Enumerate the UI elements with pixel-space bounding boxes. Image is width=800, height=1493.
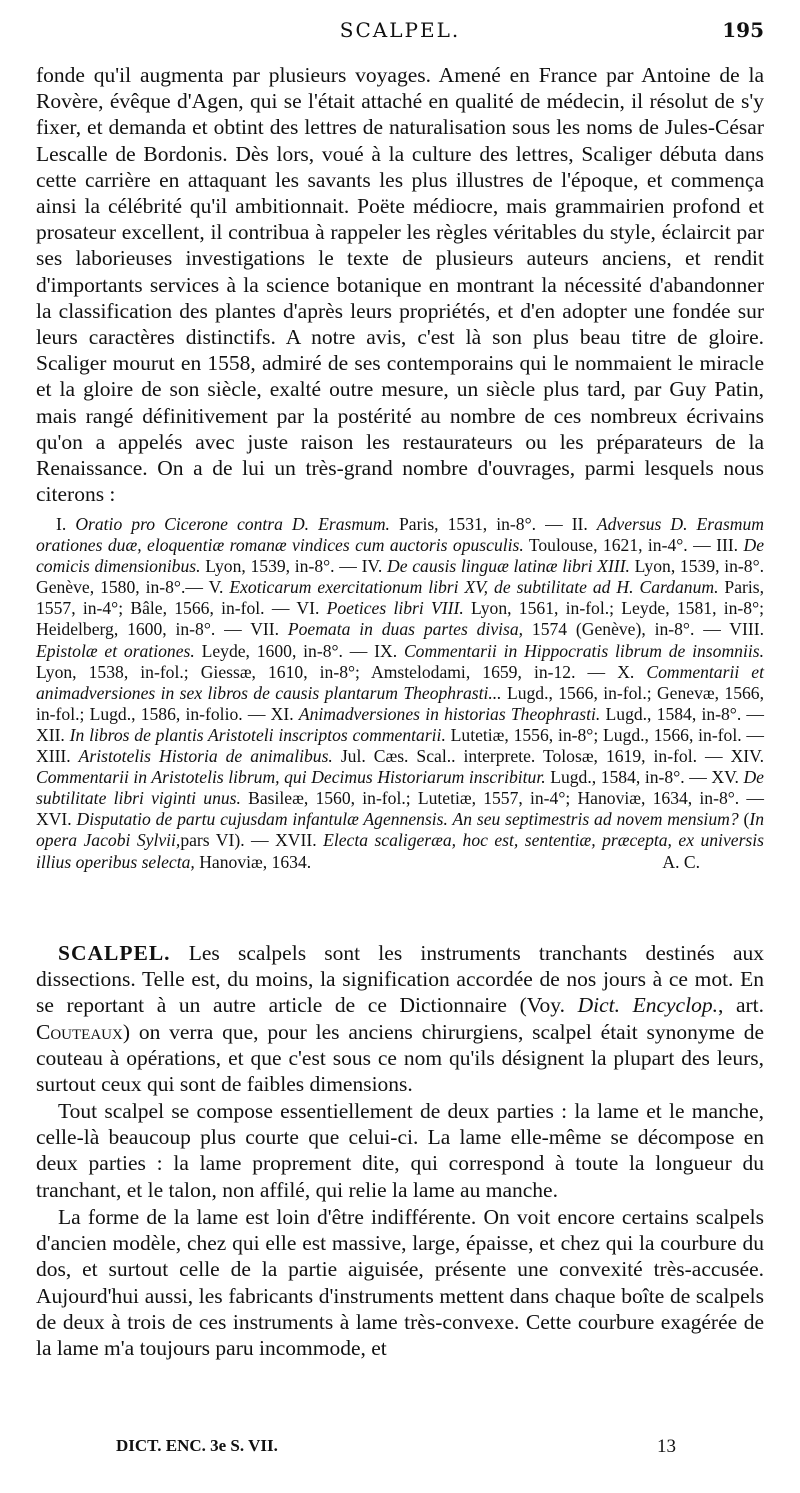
bibliography-item-imprint: ( bbox=[738, 809, 750, 830]
scalpel-entry-paragraph-1 bbox=[36, 940, 764, 1097]
bibliography-item-imprint: Paris, 1531, in-8°. — bbox=[389, 514, 572, 534]
bibliography-item-imprint: Leyde, 1600, in-8°. — bbox=[194, 640, 375, 661]
bibliography-item-number: VII. bbox=[250, 619, 288, 640]
bibliography-item-number: II. bbox=[571, 514, 597, 534]
bibliography-item-imprint: Lugd., 1584, in-8°. — bbox=[545, 767, 712, 788]
bibliography-item-number: VIII. bbox=[729, 619, 764, 640]
bibliography-item-number: IX. bbox=[374, 640, 404, 661]
entry-article-ref: Couteaux bbox=[36, 1019, 123, 1044]
bibliography-item-title: De causis linguæ latinæ libri XIII. bbox=[386, 556, 630, 577]
bibliography-item-number: VI. bbox=[296, 598, 327, 619]
bibliography-item-title: Exoticarum exercitationum libri XV, de subtilitate ad H. Cardanum. bbox=[229, 577, 719, 598]
footer-signature: DICT. ENC. 3e S. VII. bbox=[116, 1436, 278, 1455]
page-number: 195 bbox=[722, 18, 764, 42]
bibliography-item-title: Commentarii et animadversiones in sex libros de causis plantarum Theophrasti... bbox=[36, 661, 764, 703]
bibliography-item-imprint: Hanoviæ, 1634. bbox=[194, 851, 312, 872]
bibliography-item-title: Commentarii in Hippocratis librum de insomniis. bbox=[403, 640, 764, 661]
bibliography-item-title: Oratio pro Cicerone contra D. Erasmum. bbox=[75, 514, 390, 534]
running-title: SCALPEL. bbox=[339, 18, 461, 42]
bibliography-item-title: In opera Jacobi Sylvii, bbox=[36, 809, 764, 851]
bibliography-item-imprint: Lyon, 1561, in-fol.; Leyde, 1581, in-8°; Heidelberg, 1600, in-8°. — bbox=[36, 598, 764, 640]
bibliography-item-number: I. bbox=[56, 514, 76, 534]
bibliography-item-title: De comicis dimensionibus. bbox=[36, 535, 765, 577]
bibliography-item-title: Disputatio de partu cujusdam infantulæ Agennensis. An seu septimestris ad novem mensium? bbox=[76, 809, 739, 830]
footer-sheet-number: 13 bbox=[657, 1436, 676, 1457]
scalpel-entry-paragraph-2: Tout scalpel se compose essentiellement de deux parties : la lame et le manche, celle-là beaucoup plus courte que celui-ci. La lame elle-même se décompose en deux parties : la lame proprement dite, qui correspond à toute la longueur du tranchant, et le talon, non affilé, qui relie la lame au manche. bbox=[36, 1099, 764, 1202]
biography-paragraph: fonde qu'il augmenta par plusieurs voyages. Amené en France par Antoine de la Rovère, évêque d'Agen, qui se l'était attaché en qualité de médecin, il résolut de s'y fixer, et demanda et obtint des lettres de naturalisation sous les noms de Jules-César Lescalle de Bordonis. Dès lors, voué à la culture des lettres, Scaliger débuta dans cette carrière en attaquant les savants les plus illustres de l'époque, et commença ainsi la célébrité qu'il ambitionnait. Poëte médiocre, mais grammairien profond et prosateur excellent, il contribua à rappeler les règles véritables du style, éclaircit par ses laborieuses investigations le texte de plusieurs auteurs anciens, et rendit d'importants services à la science botanique en montrant la nécessité d'abandonner la classification des plantes d'après leurs propriétés, et d'en adopter une fondée sur leurs caractères distinctifs. A notre avis, c'est là son plus beau titre de gloire. Scaliger mourut en 1558, admiré de ses contemporains qui le nommaient le miracle et la gloire de son siècle, exalté outre mesure, un siècle plus tard, par Guy Patin, mais rangé définitivement par la postérité au nombre de ces nombreux écrivains qu'on a appelés avec juste raison les restaurateurs ou les préparateurs de la Renaissance. On a de lui un très-grand nombre d'ouvrages, parmi lesquels nous citerons : bbox=[36, 63, 764, 507]
bibliography-item-imprint: Lyon, 1539, in-8°. Genève, 1580, in-8°.— bbox=[36, 556, 765, 598]
bibliography-item-imprint: Basileæ, 1560, in-fol.; Lutetiæ, 1557, in-4°; Hanoviæ, 1634, in-8°. — bbox=[240, 788, 764, 809]
bibliography-item-title: De subtilitate libri viginti unus. bbox=[36, 767, 764, 809]
bibliography-item-number: XII. bbox=[36, 724, 70, 745]
bibliography-item-imprint: Lugd., 1566, in-fol.; Genevæ, 1566, in-fol.; Lugd., 1586, in-folio. — bbox=[36, 682, 764, 724]
entry-headword: SCALPEL. bbox=[58, 941, 171, 965]
bibliography-item bbox=[271, 704, 764, 724]
bibliography-item-imprint: Jul. Cæs. Scal.. interprete. Tolosæ, 1619, in-fol. — bbox=[332, 746, 731, 767]
bibliography-item-number: X. bbox=[617, 661, 647, 682]
bibliography-item-imprint: Lyon, 1539, in-8°. — bbox=[200, 556, 362, 577]
bibliography-item-number: III. bbox=[716, 535, 744, 556]
bibliography-item bbox=[36, 746, 731, 766]
bibliography-item-imprint: Paris, 1557, in-4°; Bâle, 1566, in-fol. — bbox=[36, 577, 765, 619]
running-head bbox=[36, 14, 764, 46]
bibliography-item-title: Poemata in duas partes divisa, bbox=[287, 619, 524, 640]
bibliography-item-title: Commentarii in Aristotelis librum, qui Decimus Historiarum inscribitur. bbox=[36, 767, 546, 788]
entry-text-start: Les scalpels sont les instruments tranchants destinés aux dissections. Telle est, du moins, la signification accordée de nos jours à ce mot. En se reportant à un autre article de ce Dictionnaire (Voy. bbox=[36, 941, 764, 1018]
bibliography-item-imprint: pars VI). — bbox=[180, 830, 276, 851]
entry-text-mid: , art. bbox=[717, 993, 764, 1018]
entry-text-end: ) on verra que, pour les anciens chirurgiens, scalpel était synonyme de couteau à opérations, et que c'est sous ce nom qu'ils désignent la plupart des leurs, surtout ceux qui sont de faibles dimensions. bbox=[36, 1019, 764, 1097]
bibliography-item-title: Aristotelis Historia de animalibus. bbox=[78, 746, 333, 767]
bibliography-item bbox=[36, 725, 764, 745]
bibliography-item-imprint: Toulouse, 1621, in-4°. — bbox=[523, 535, 717, 556]
bibliography-item-imprint: 1574 (Genève), in-8°. — bbox=[523, 619, 730, 640]
bibliography-item bbox=[250, 619, 729, 639]
bibliography-item-number: XVI. bbox=[36, 809, 77, 830]
author-signature: A. C. bbox=[662, 851, 700, 872]
bibliography-item-number: XI. bbox=[270, 703, 299, 724]
page-footer bbox=[116, 1434, 676, 1462]
bibliography-item-title: Epistolæ et orationes. bbox=[36, 640, 195, 661]
bibliography-list bbox=[36, 514, 764, 873]
entry-crossref: Dict. Encyclop. bbox=[577, 993, 718, 1018]
bibliography-item-number: XIV. bbox=[730, 746, 764, 767]
bibliography-item-imprint: Lyon, 1538, in-fol.; Giessæ, 1610, in-8°; Amstelodami, 1659, in-12. — bbox=[36, 661, 618, 682]
bibliography-item-number: IV. bbox=[361, 556, 387, 577]
bibliography-item-number: XIII. bbox=[36, 746, 79, 767]
bibliography-item-title: Poetices libri VIII. bbox=[326, 598, 464, 619]
bibliography-item-imprint: Lugd., 1584, in-8°. — bbox=[600, 703, 765, 724]
bibliography-item-title: In libros de plantis Aristoteli inscriptos commentarii. bbox=[69, 724, 446, 745]
bibliography-item-number: XVII. bbox=[275, 830, 324, 851]
bibliography-item bbox=[56, 514, 572, 534]
bibliography-item-title: Animadversiones in historias Theophrasti. bbox=[298, 703, 601, 724]
scalpel-entry-paragraph-3: La forme de la lame est loin d'être indifférente. On voit encore certains scalpels d'ancien modèle, chez qui elle est massive, large, épaisse, et chez qui la courbure du dos, et surtout celle de la partie aiguisée, présente une convexité très-accusée. Aujourd'hui aussi, les fabricants d'instruments mettent dans chaque boîte de scalpels de deux à trois de ces instruments à lame très-convexe. Cette courbure exagérée de la lame m'a toujours paru incommode, et bbox=[36, 1205, 764, 1361]
bibliography-item-title: Adversus D. Erasmum orationes duæ, eloquentiæ romanæ vindices cum auctoris opusculis. bbox=[36, 514, 765, 556]
bibliography-item-number: V. bbox=[208, 577, 230, 598]
bibliography-item-title: Electa scaligeræa, hoc est, sententiæ, præcepta, ex universis illius operibus selecta, bbox=[36, 830, 764, 872]
bibliography-item-imprint: Lutetiæ, 1556, in-8°; Lugd., 1566, in-fol. — bbox=[445, 724, 764, 745]
bibliography-item-number: XV. bbox=[711, 767, 744, 788]
bibliography-item bbox=[36, 809, 749, 829]
